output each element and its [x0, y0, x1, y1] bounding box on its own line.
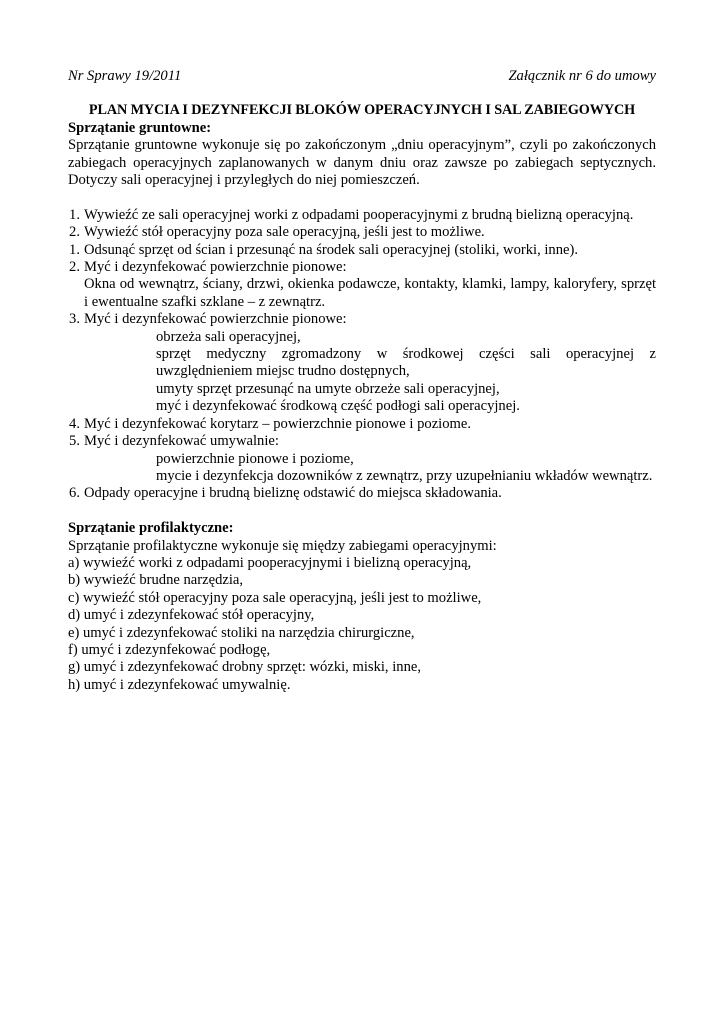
lettered-item: f) umyć i zdezynfekować podłogę,	[68, 641, 271, 658]
general-cleaning-list	[68, 207, 656, 503]
list-item-text: Myć i dezynfekować powierzchnie pionowe:	[84, 259, 347, 276]
list-item-number: 2.	[69, 224, 80, 241]
list-item-number: 6.	[69, 485, 80, 502]
list-item-number: 3.	[69, 311, 80, 328]
sub-item: powierzchnie pionowe i poziome,	[156, 450, 354, 467]
spacer	[68, 503, 656, 520]
list-item-number: 2.	[69, 259, 80, 276]
lettered-item: a) wywieźć worki z odpadami pooperacyjnymi i bielizną operacyjną,	[68, 554, 472, 571]
attachment-label: Załącznik nr 6 do umowy	[508, 68, 656, 84]
list-item	[68, 207, 656, 224]
lettered-item: h) umyć i zdezynfekować umywalnię.	[68, 676, 291, 693]
sub-item: obrzeża sali operacyjnej,	[156, 328, 301, 345]
list-item-number: 1.	[69, 206, 80, 223]
section-heading-general-cleaning: Sprzątanie gruntowne:	[68, 119, 212, 136]
case-number: Nr Sprawy 19/2011	[68, 68, 182, 84]
list-item-text: Myć i dezynfekować korytarz – powierzchnie pionowe i poziome.	[84, 415, 471, 432]
document-body	[68, 68, 656, 694]
document-title: PLAN MYCIA I DEZYNFEKCJI BLOKÓW OPERACYJNYCH I SAL ZABIEGOWYCH	[88, 102, 636, 119]
sub-item: mycie i dezynfekcja dozowników z zewnątrz, przy uzupełnianiu wkładów wewnątrz.	[156, 467, 653, 484]
preventive-cleaning-intro: Sprzątanie profilaktyczne wykonuje się między zabiegami operacyjnymi:	[68, 537, 497, 554]
preventive-cleaning-list	[68, 555, 656, 694]
lettered-item: g) umyć i zdezynfekować drobny sprzęt: wózki, miski, inne,	[68, 659, 421, 676]
sub-item: umyty sprzęt przesunąć na umyte obrzeże sali operacyjnej,	[156, 380, 500, 397]
list-item	[68, 259, 656, 311]
page-header	[68, 68, 656, 85]
general-cleaning-intro: Sprzątanie gruntowne wykonuje się po zakończonym „dniu operacyjnym”, czyli po zakończonych zabiegach operacyjnych zaplanowanych w danym dniu oraz zawsze po zabiegach septycznych. Dotyczy sali operacyjnej i przyległych do niej pomieszczeń.	[68, 137, 656, 189]
list-item	[68, 224, 656, 241]
section-heading-preventive-cleaning: Sprzątanie profilaktyczne:	[68, 520, 234, 537]
list-item-detail: Okna od wewnątrz, ściany, drzwi, okienka podawcze, kontakty, klamki, lampy, kaloryfery, sprzęt i ewentualne szafki szklane – z zewnątrz.	[84, 276, 656, 310]
sub-item: sprzęt medyczny zgromadzony w środkowej części sali operacyjnej z uwzględnieniem miejsc trudno dostępnych,	[156, 346, 656, 380]
list-item-text: Wywieźć ze sali operacyjnej worki z odpadami pooperacyjnymi z brudną bielizną operacyjną.	[84, 206, 634, 223]
list-item-text: Myć i dezynfekować umywalnie:	[84, 433, 279, 450]
list-item-number: 4.	[69, 415, 80, 432]
lettered-item: d) umyć i zdezynfekować stół operacyjny,	[68, 607, 315, 624]
list-item	[68, 485, 656, 502]
list-item-text: Wywieźć stół operacyjny poza sale operacyjną, jeśli jest to możliwe.	[84, 224, 485, 241]
sub-item: myć i dezynfekować środkową część podłogi sali operacyjnej.	[156, 398, 520, 415]
lettered-item: b) wywieźć brudne narzędzia,	[68, 572, 244, 589]
list-item	[68, 311, 656, 415]
list-item	[68, 433, 656, 485]
list-item	[68, 242, 656, 259]
list-item	[68, 416, 656, 433]
spacer	[68, 189, 656, 206]
lettered-item: c) wywieźć stół operacyjny poza sale operacyjną, jeśli jest to możliwe,	[68, 589, 482, 606]
list-item-number: 5.	[69, 433, 80, 450]
list-item-text: Odpady operacyjne i brudną bieliznę odstawić do miejsca składowania.	[84, 485, 502, 502]
list-item-number: 1.	[69, 241, 80, 258]
lettered-item: e) umyć i zdezynfekować stoliki na narzędzia chirurgiczne,	[68, 624, 415, 641]
list-item-text: Myć i dezynfekować powierzchnie pionowe:	[84, 311, 347, 328]
list-item-text: Odsunąć sprzęt od ścian i przesunąć na środek sali operacyjnej (stoliki, worki, inne).	[84, 241, 579, 258]
